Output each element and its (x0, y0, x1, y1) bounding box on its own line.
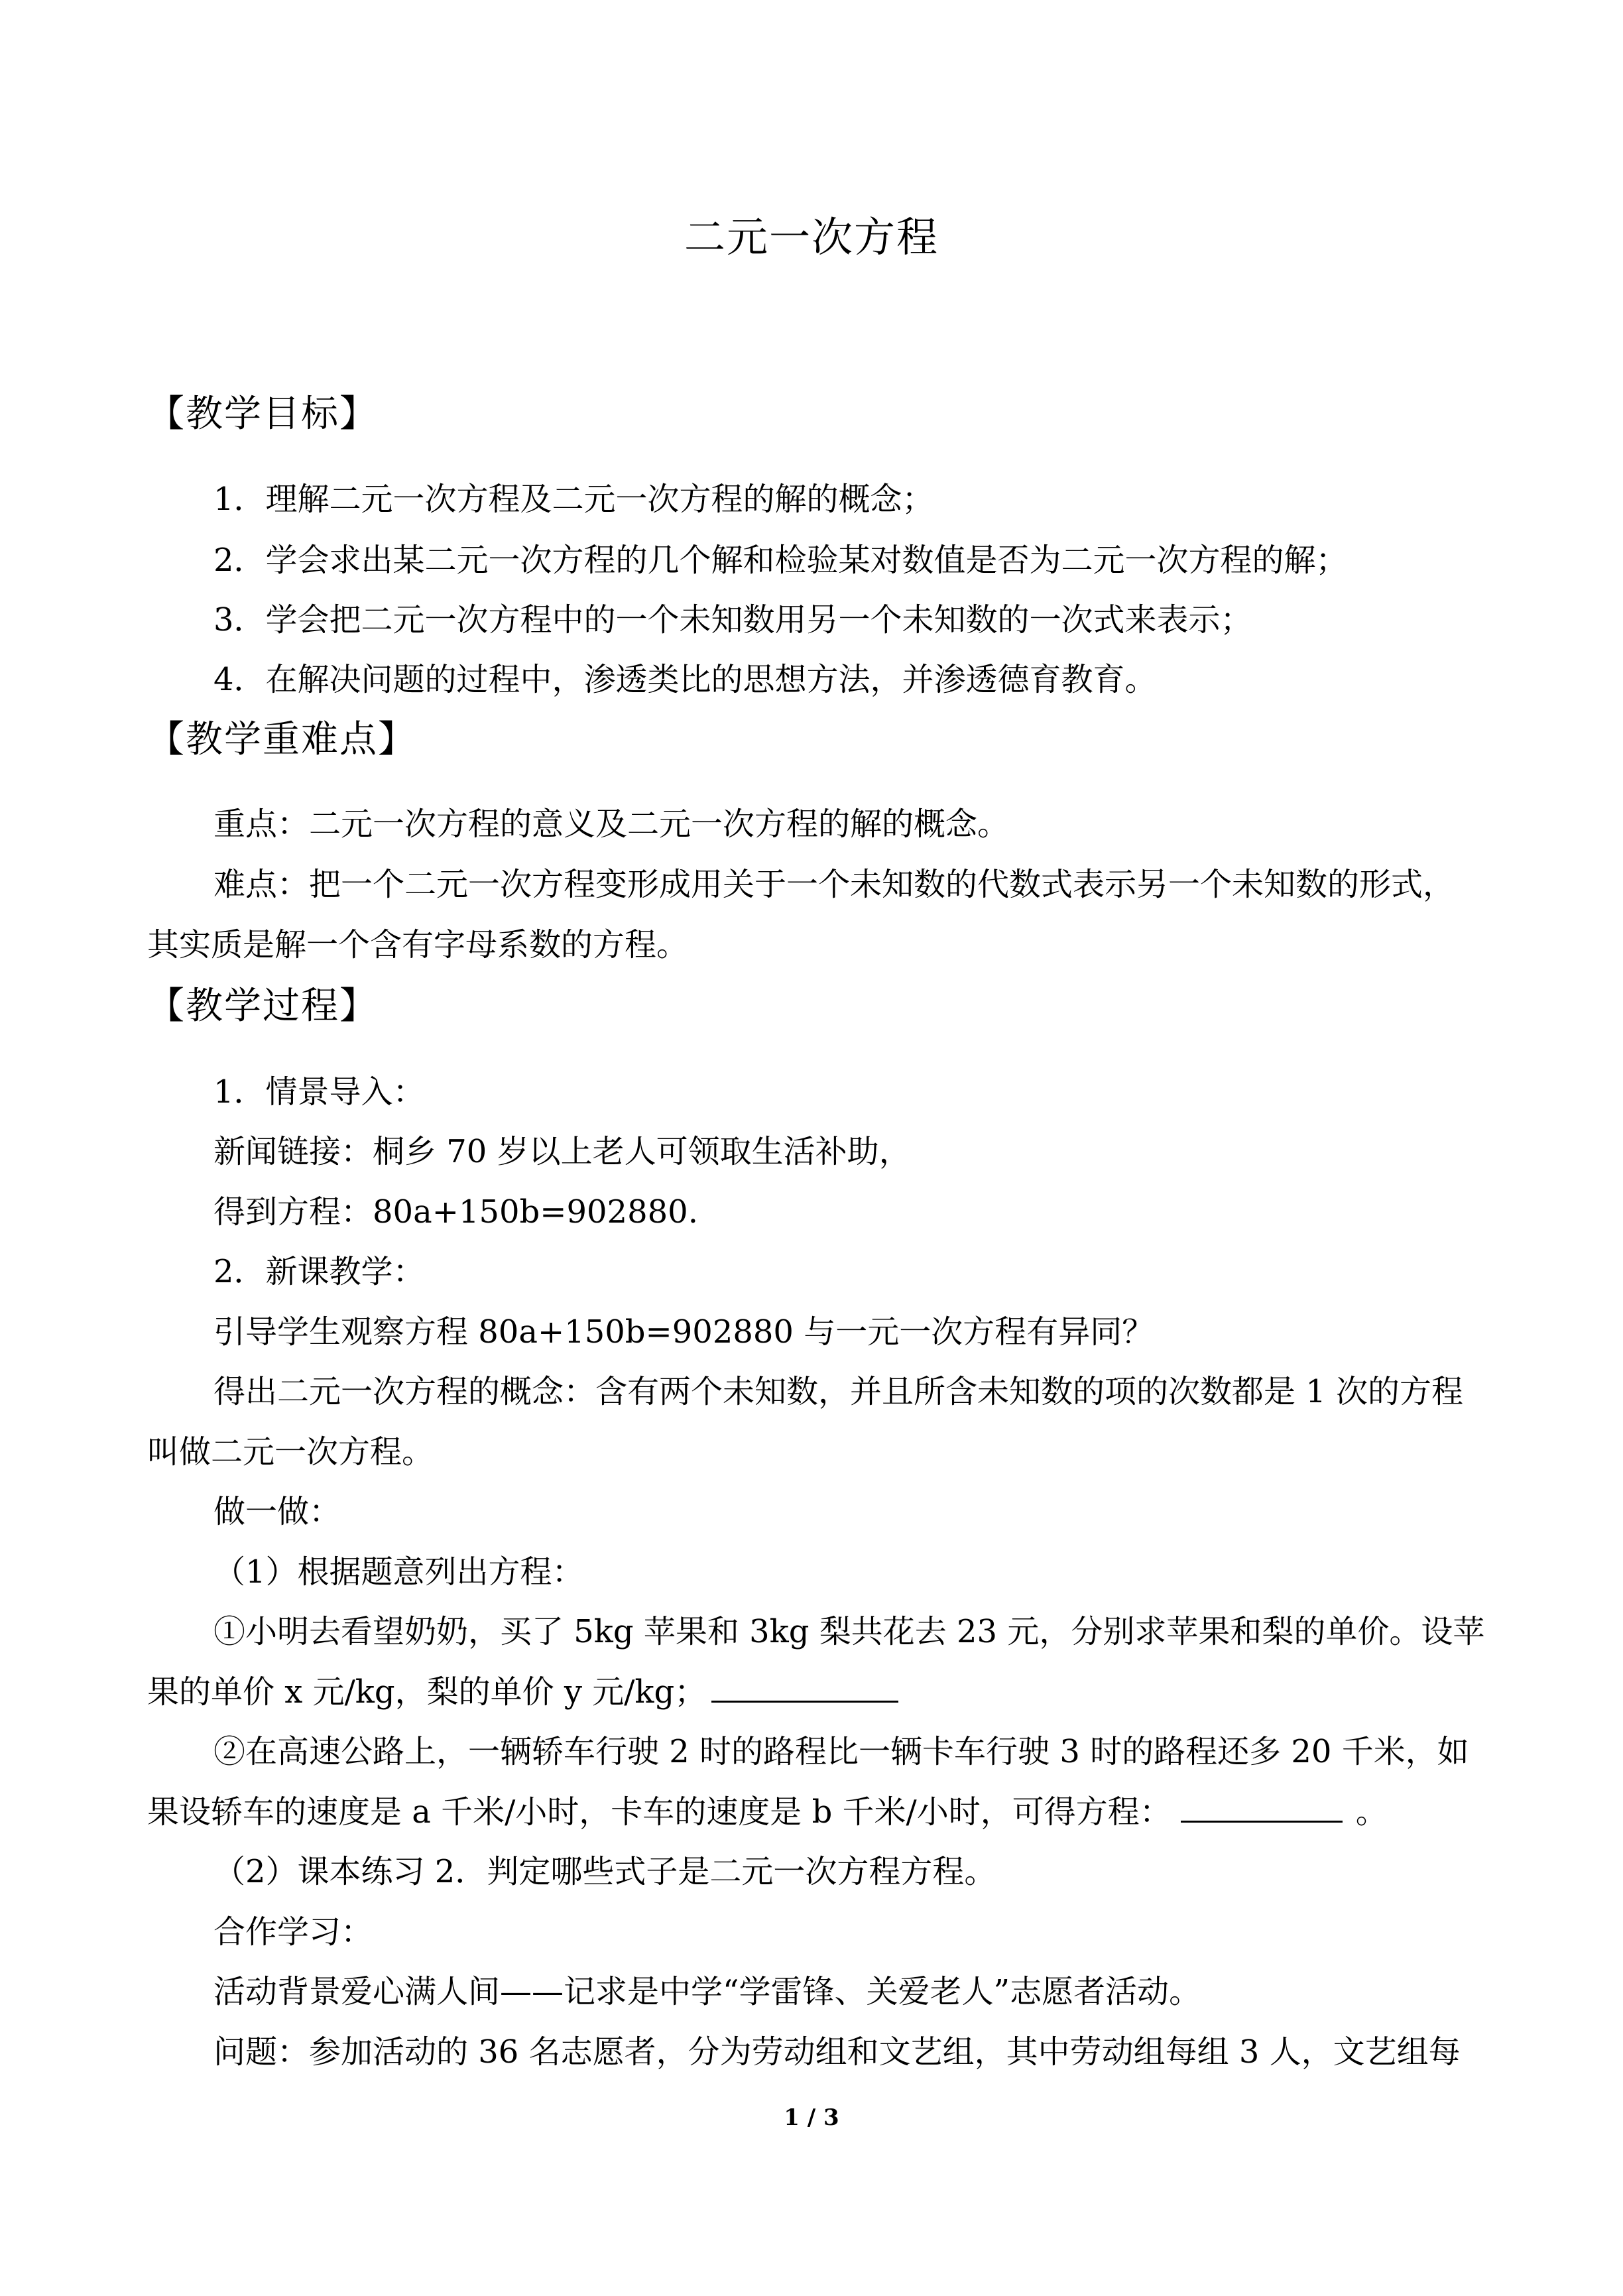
section-heading-key-points: 【教学重难点】 (147, 718, 416, 761)
process-line-text: 果设轿车的速度是 a 千米/小时，卡车的速度是 b 千米/小时，可得方程： (147, 1793, 1172, 1831)
section-heading-process: 【教学过程】 (147, 985, 378, 1028)
process-line: 新闻链接：桐乡 70 岁以上老人可领取生活补助， (213, 1133, 911, 1170)
objective-item: 2．学会求出某二元一次方程的几个解和检验某对数值是否为二元一次方程的解； (213, 542, 1348, 579)
answer-blank (711, 1698, 898, 1703)
key-point-focus: 重点：二元一次方程的意义及二元一次方程的解的概念。 (213, 806, 1010, 843)
period-mark: 。 (1355, 1793, 1388, 1831)
key-point-difficulty-continued: 其实质是解一个含有字母系数的方程。 (147, 926, 689, 963)
process-line: 引导学生观察方程 80a+150b=902880 与一元一次方程有异同？ (213, 1313, 1154, 1351)
process-line: 做一做： (213, 1493, 341, 1530)
objective-item: 1．理解二元一次方程及二元一次方程的解的概念； (213, 481, 934, 518)
process-line-text: 果的单价 x 元/kg，梨的单价 y 元/kg； (147, 1673, 707, 1711)
process-line: 问题：参加活动的 36 名志愿者，分为劳动组和文艺组，其中劳动组每组 3 人，文艺组每 (213, 2033, 1461, 2071)
process-line-with-blank (147, 1789, 1388, 1835)
process-line: 活动背景爱心满人间——记求是中学“学雷锋、关爱老人”志愿者活动。 (213, 1973, 1201, 2010)
objective-item: 4．在解决问题的过程中，渗透类比的思想方法，并渗透德育教育。 (213, 661, 1157, 698)
process-line: （2）课本练习 2．判定哪些式子是二元一次方程方程。 (213, 1853, 996, 1890)
process-line: ①小明去看望奶奶，买了 5kg 苹果和 3kg 梨共花去 23 元，分别求苹果和梨的单价。设苹 (213, 1613, 1485, 1650)
key-point-difficulty: 难点：把一个二元一次方程变形成用关于一个未知数的代数式表示另一个未知数的形式， (213, 866, 1455, 903)
process-line: 合作学习： (213, 1913, 373, 1951)
process-line: 2．新课教学： (213, 1253, 425, 1290)
process-line: （1）根据题意列出方程： (213, 1553, 584, 1591)
answer-blank (1181, 1818, 1343, 1823)
process-line: ②在高速公路上，一辆轿车行驶 2 时的路程比一辆卡车行驶 3 时的路程还多 20 千米，如 (213, 1733, 1469, 1770)
page-title: 二元一次方程 (684, 213, 939, 261)
objective-item: 3．学会把二元一次方程中的一个未知数用另一个未知数的一次式来表示； (213, 601, 1252, 638)
process-line: 1．情景导入： (213, 1073, 425, 1111)
process-line: 得到方程：80a+150b=902880. (213, 1193, 698, 1231)
page-number: 1 / 3 (784, 2104, 839, 2131)
section-heading-objectives: 【教学目标】 (147, 393, 378, 436)
process-line: 叫做二元一次方程。 (147, 1433, 434, 1471)
process-line-with-blank (147, 1669, 898, 1715)
process-line: 得出二元一次方程的概念：含有两个未知数，并且所含未知数的项的次数都是 1 次的方程 (213, 1373, 1464, 1410)
